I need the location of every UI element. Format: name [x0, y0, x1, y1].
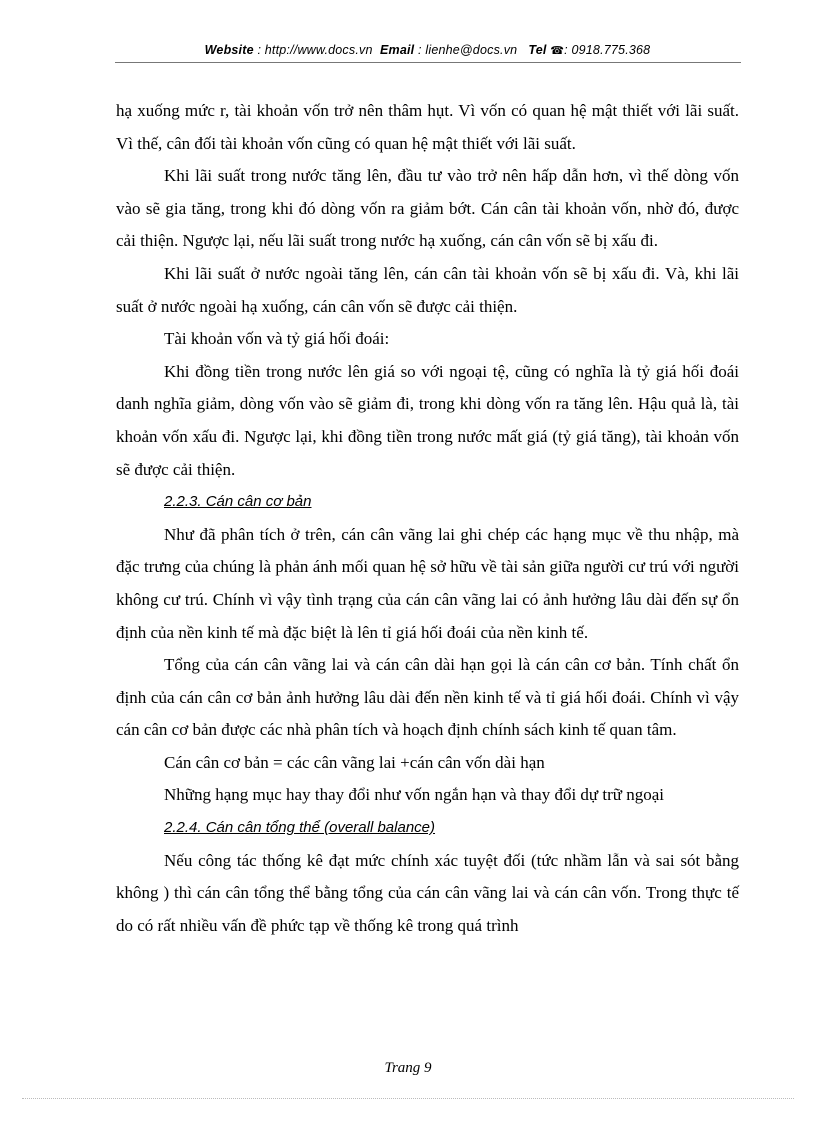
email-address[interactable]: : lienhe@docs.vn — [418, 43, 518, 57]
email-label: Email — [379, 43, 415, 57]
paragraph: Khi đồng tiền trong nước lên giá so với ngoại tệ, cũng có nghĩa là tỷ giá hối đoái danh nghĩa giảm, dòng vốn vào sẽ giảm đi, trong khi dòng vốn ra tăng lên. Hậu quả là, tài khoản vốn xấu đi. Ngược lại, khi đồng tiền trong nước mất giá (tỷ giá tăng), tài khoản vốn sẽ được cải thiện. — [116, 361, 739, 479]
tel-label: Tel — [528, 43, 547, 57]
paragraph: Tài khoản vốn và tỷ giá hối đoái: — [164, 329, 390, 349]
page-bottom-divider — [22, 1098, 794, 1099]
website-url[interactable]: : http://www.docs.vn — [257, 43, 373, 57]
paragraph: Những hạng mục hay thay đổi như vốn ngắn hạn và thay đổi dự trữ ngoại — [164, 785, 665, 805]
section-heading-2-2-3: 2.2.3. Cán cân cơ bản — [164, 493, 312, 511]
page-header — [115, 43, 740, 57]
paragraph: Như đã phân tích ở trên, cán cân vãng lai ghi chép các hạng mục về thu nhập, mà đặc trưng của chúng là phản ánh mối quan hệ sở hữu về tài sản giữa người cư trú với người không cư trú. Chính vì vậy tình trạng của cán cân vãng lai có ảnh hưởng lâu dài đến sự ổn định của nền kinh tế mà đặc biệt là lên tỉ giá hối đoái của nền kinh tế. — [116, 524, 739, 642]
formula-line: Cán cân cơ bản = các cân vãng lai +cán cân vốn dài hạn — [164, 752, 545, 772]
paragraph: Khi lãi suất ở nước ngoài tăng lên, cán cân tài khoản vốn sẽ bị xấu đi. Và, khi lãi suất ở nước ngoài hạ xuống, cán cân vốn sẽ được cải thiện. — [116, 263, 739, 316]
paragraph: Tổng của cán cân vãng lai và cán cân dài hạn gọi là cán cân cơ bản. Tính chất ổn định của cán cân cơ bản ảnh hưởng lâu dài đến nền kinh tế và tỉ giá hối đoái. Chính vì vậy cán cân cơ bản được các nhà phân tích và hoạch định chính sách kinh tế quan tâm. — [116, 655, 739, 740]
document-body — [116, 95, 739, 942]
website-label: Website — [204, 43, 254, 57]
page-number: Trang 9 — [384, 1060, 432, 1076]
header-divider — [115, 62, 741, 63]
paragraph-continuation: hạ xuống mức r, tài khoản vốn trở nên thâm hụt. Vì vốn có quan hệ mật thiết với lãi suất. Vì thế, cân đối tài khoản vốn cũng có quan hệ mật thiết với lãi suất. — [116, 101, 739, 153]
paragraph: Khi lãi suất trong nước tăng lên, đầu tư vào trở nên hấp dẫn hơn, vì thế dòng vốn vào sẽ gia tăng, trong khi đó dòng vốn ra giảm bớt. Cán cân tài khoản vốn, nhờ đó, được cải thiện. Ngược lại, nếu lãi suất trong nước hạ xuống, cán cân vốn sẽ bị xấu đi. — [116, 166, 739, 251]
section-heading-2-2-4: 2.2.4. Cán cân tổng thể (overall balance) — [164, 819, 436, 837]
tel-number: : 0918.775.368 — [564, 43, 651, 57]
paragraph: Nếu công tác thống kê đạt mức chính xác tuyệt đối (tức nhầm lẫn và sai sót bằng không ) thì cán cân tổng thể bằng tổng của cán cân vãng lai và cán cân vốn. Trong thực tế do có rất nhiều vấn đề phức tạp về thống kê trong quá trình — [116, 850, 739, 935]
phone-icon: ☎ — [550, 45, 565, 57]
